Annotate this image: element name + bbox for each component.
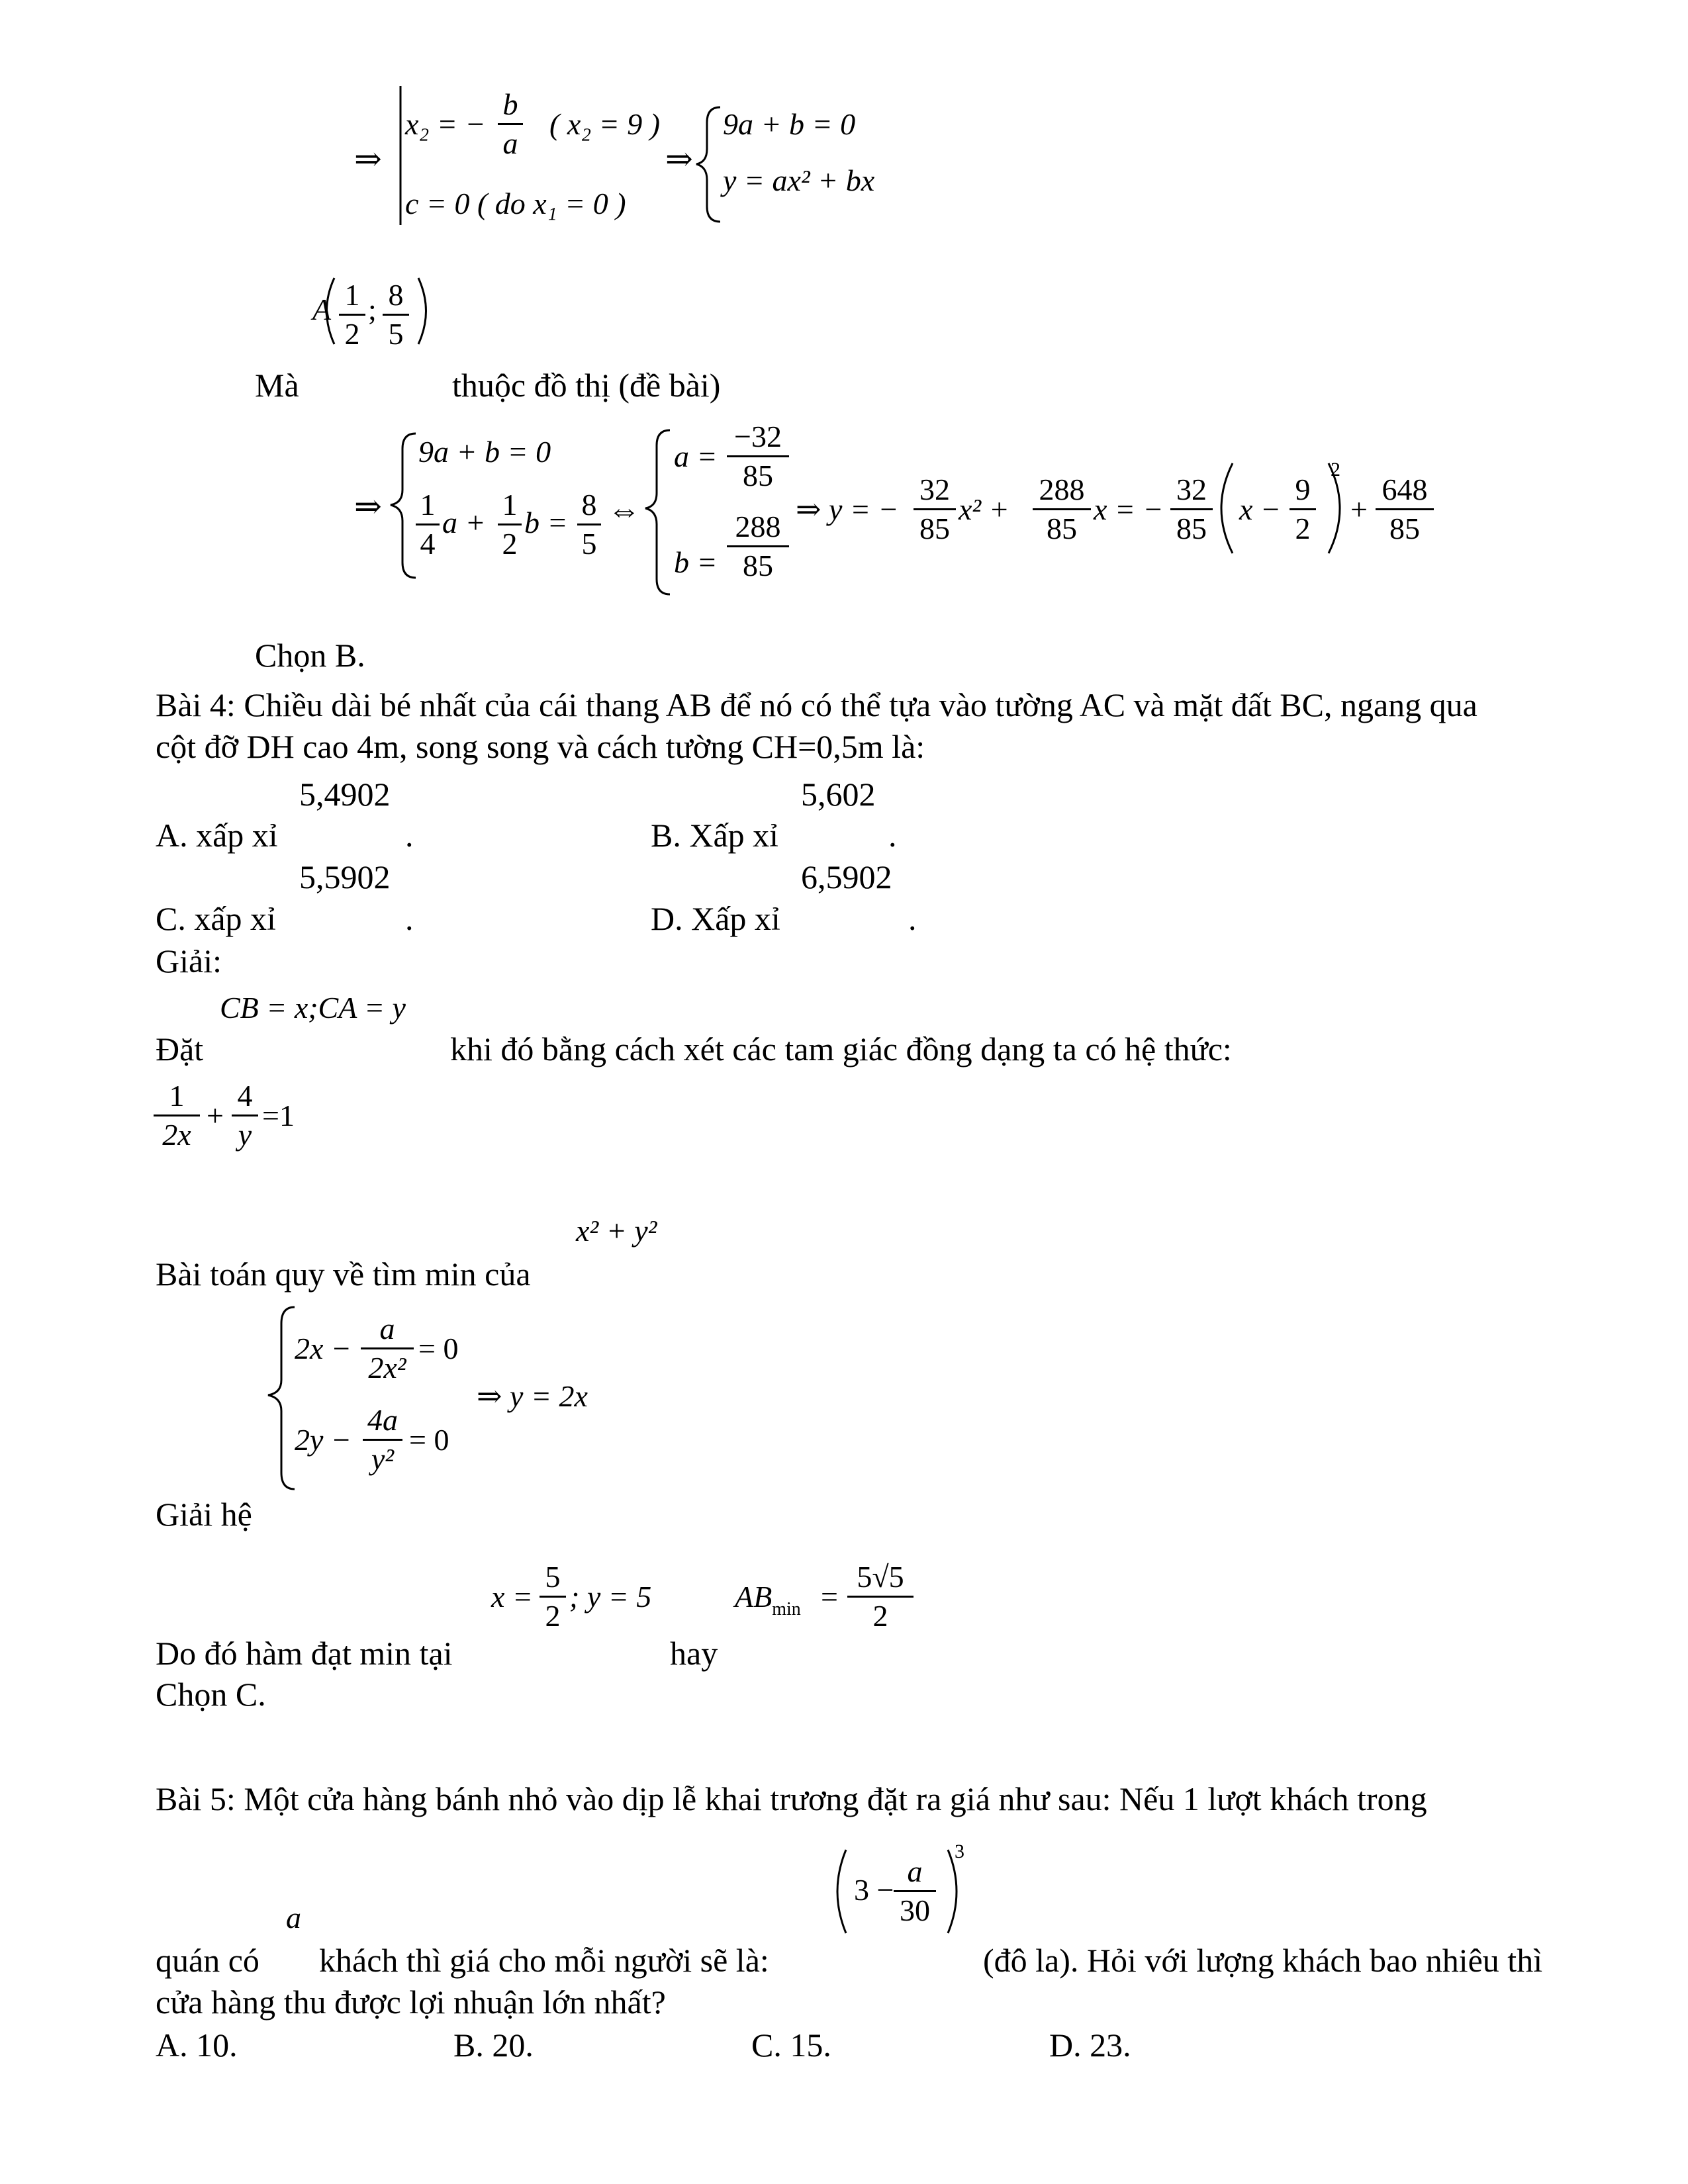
sys3-line2b: = 0 <box>409 1423 449 1457</box>
option-c: C. 15. <box>751 2026 831 2064</box>
bai5-line2b: khách thì giá cho mỗi người sẽ là: <box>319 1942 769 1979</box>
fraction <box>577 486 601 563</box>
fraction <box>1170 471 1213 547</box>
text-relation-intro: khi đó bằng cách xét các tam giác đồng dạng ta có hệ thức: <box>450 1030 1232 1068</box>
denominator: 4 <box>420 527 436 561</box>
fraction <box>539 1559 566 1635</box>
option-c: C. xấp xỉ <box>156 900 276 937</box>
plus-sign: + <box>1350 492 1368 526</box>
option-a: A. 10. <box>156 2026 238 2064</box>
fraction <box>232 1077 258 1154</box>
text-giai-he: Giải hệ <box>156 1496 252 1533</box>
eq2-implies-y: ⇒ y = − <box>796 492 899 526</box>
denominator: y² <box>371 1442 395 1476</box>
numerator: 288 <box>727 508 789 547</box>
implies-arrow: ⇒ <box>354 140 382 177</box>
denominator: 2x² <box>368 1351 406 1385</box>
text-ma: Mà <box>255 367 299 404</box>
numerator: 288 <box>1033 471 1091 510</box>
bai4-line1: Bài 4: Chiều dài bé nhất của cái thang AB để nó có thể tựa vào tường AC và mặt đất BC, ngang qua <box>156 686 1477 723</box>
fraction <box>363 1402 402 1478</box>
target-expr: x² + y² <box>576 1214 657 1248</box>
solution-heading: Giải: <box>156 942 222 979</box>
period: . <box>405 817 414 854</box>
denominator: 5 <box>388 317 404 351</box>
numerator: 5√5 <box>847 1559 914 1598</box>
fraction <box>383 277 409 353</box>
numerator: a <box>894 1853 936 1892</box>
denominator: 5 <box>581 527 597 561</box>
bai5-line2a: quán có <box>156 1942 259 1979</box>
equals-one: =1 <box>262 1099 295 1132</box>
price-three-minus: 3 − <box>854 1873 894 1907</box>
paren-left <box>1221 463 1233 553</box>
period: . <box>888 817 897 854</box>
eq2-b-eq: b = <box>524 506 568 539</box>
variable-a: a <box>286 1901 301 1934</box>
numerator: −32 <box>727 418 789 457</box>
system-brace <box>391 433 416 578</box>
x-eq: x = <box>491 1580 533 1614</box>
numerator: 1 <box>498 486 522 525</box>
numerator: 8 <box>383 277 409 316</box>
fraction <box>361 1310 414 1387</box>
exponent: 3 <box>955 1841 964 1862</box>
ab-label: AB <box>735 1580 773 1614</box>
numerator: 32 <box>1170 471 1213 510</box>
implies-arrow: ⇒ <box>665 140 693 177</box>
denominator: 85 <box>919 512 950 545</box>
numerator: 4a <box>363 1402 402 1441</box>
denominator: 85 <box>743 459 773 492</box>
eq2-b-eq: b = <box>674 545 718 579</box>
fraction-b-over-a <box>498 86 523 162</box>
bai5-line1: Bài 5: Một cửa hàng bánh nhỏ vào dịp lễ khai trương đặt ra giá như sau: Nếu 1 lượt khách trong <box>156 1780 1427 1817</box>
fraction <box>498 486 522 563</box>
plus-sign: + <box>207 1099 224 1132</box>
numerator: 4 <box>232 1077 258 1116</box>
numerator: 32 <box>914 471 956 510</box>
eq1-line2: c = 0 ( do x₁ = 0 ) <box>405 187 626 220</box>
denominator: 2 <box>872 1599 888 1633</box>
numerator: 1 <box>416 486 440 525</box>
exponent: 2 <box>1331 459 1340 480</box>
implies-arrow: ⇒ <box>354 488 382 525</box>
sys3-line1a: 2x − <box>295 1332 352 1365</box>
point-label: A <box>312 293 332 326</box>
fraction-b-value <box>727 508 789 584</box>
fraction <box>1376 471 1434 547</box>
paren-left <box>837 1850 846 1933</box>
numerator: 1 <box>154 1077 200 1116</box>
sys3-line2a: 2y − <box>295 1423 352 1457</box>
system-brace <box>268 1307 295 1489</box>
sys3-result: ⇒ y = 2x <box>477 1379 588 1413</box>
system-brace <box>696 107 720 222</box>
fraction <box>894 1853 936 1929</box>
period: . <box>908 900 917 937</box>
period: . <box>405 900 414 937</box>
eq2-x-minus: x − <box>1239 492 1281 526</box>
fraction-ab-min <box>847 1559 914 1635</box>
denominator: 2x <box>162 1118 191 1152</box>
numerator: 9 <box>1289 471 1316 510</box>
denominator: 85 <box>1047 512 1077 545</box>
numerator: 1 <box>339 277 365 316</box>
system-brace <box>645 430 670 594</box>
numerator: a <box>361 1310 414 1349</box>
fraction-a-value <box>727 418 789 494</box>
denominator: y <box>238 1118 252 1152</box>
paren-right <box>418 278 426 344</box>
sys3-line1b: = 0 <box>418 1332 459 1365</box>
bai5-line3: cửa hàng thu được lợi nhuận lớn nhất? <box>156 1983 666 2021</box>
eq1-condition: ( x₂ = 9 ) <box>549 107 661 141</box>
substitution-expr: CB = x;CA = y <box>220 991 406 1024</box>
eq1-line1: x₂ = − <box>405 107 486 141</box>
bai5-line2c: (đô la). Hỏi với lượng khách bao nhiêu thì <box>983 1942 1543 1979</box>
denominator: 85 <box>1389 512 1420 545</box>
min-subscript: min <box>772 1599 801 1619</box>
text-reduce: Bài toán quy về tìm min của <box>156 1255 531 1293</box>
numerator: 5 <box>539 1559 566 1598</box>
option-b: B. 20. <box>453 2026 534 2064</box>
fraction <box>914 471 956 547</box>
option-a-value: 5,4902 <box>299 776 391 813</box>
option-c-value: 5,5902 <box>299 858 391 895</box>
eq1-system-line1: 9a + b = 0 <box>723 107 856 141</box>
option-b: B. Xấp xỉ <box>651 817 779 854</box>
denominator: a <box>502 126 518 160</box>
ab-symbol <box>735 1578 801 1628</box>
option-d-value: 6,5902 <box>801 858 892 895</box>
denominator: 85 <box>1176 512 1207 545</box>
option-d: D. 23. <box>1049 2026 1131 2064</box>
denominator: 2 <box>1295 512 1311 545</box>
text-do-do: Do đó hàm đạt min tại <box>156 1635 453 1672</box>
text-dat: Đặt <box>156 1030 204 1068</box>
bai4-line2: cột đỡ DH cao 4m, song song và cách tường CH=0,5m là: <box>156 728 925 765</box>
text-hay: hay <box>670 1635 718 1672</box>
numerator: 8 <box>577 486 601 525</box>
option-d: D. Xấp xỉ <box>651 900 780 937</box>
denominator: 30 <box>900 1893 930 1927</box>
equals-sign: = <box>821 1580 838 1614</box>
denominator: 85 <box>743 549 773 582</box>
eq2-line1: 9a + b = 0 <box>418 435 551 469</box>
eq2-a-eq: a = <box>674 439 718 473</box>
numerator: b <box>498 86 523 125</box>
denominator: 2 <box>545 1599 561 1633</box>
option-a: A. xấp xỉ <box>156 817 278 854</box>
eq2-x-eq: x = − <box>1094 492 1164 526</box>
denominator: 2 <box>502 527 518 561</box>
eq2-a-plus: a + <box>442 506 486 539</box>
numerator: 648 <box>1376 471 1434 510</box>
answer-b: Chọn B. <box>255 637 365 674</box>
fraction <box>1289 471 1316 547</box>
semicolon: ; <box>368 293 377 326</box>
answer-c: Chọn C. <box>156 1676 266 1713</box>
fraction <box>1033 471 1091 547</box>
y-eq: ; y = 5 <box>569 1580 652 1614</box>
text-thuoc-do-thi: thuộc đồ thị (đề bài) <box>452 367 721 404</box>
eq2-x2-plus: x² + <box>959 492 1009 526</box>
fraction <box>339 277 365 353</box>
iff-arrow: ⇔ <box>608 491 641 528</box>
denominator: 2 <box>344 317 360 351</box>
eq1-system-line2: y = ax² + bx <box>723 163 875 197</box>
fraction <box>416 486 440 563</box>
fraction <box>154 1077 200 1154</box>
option-b-value: 5,602 <box>801 776 876 813</box>
